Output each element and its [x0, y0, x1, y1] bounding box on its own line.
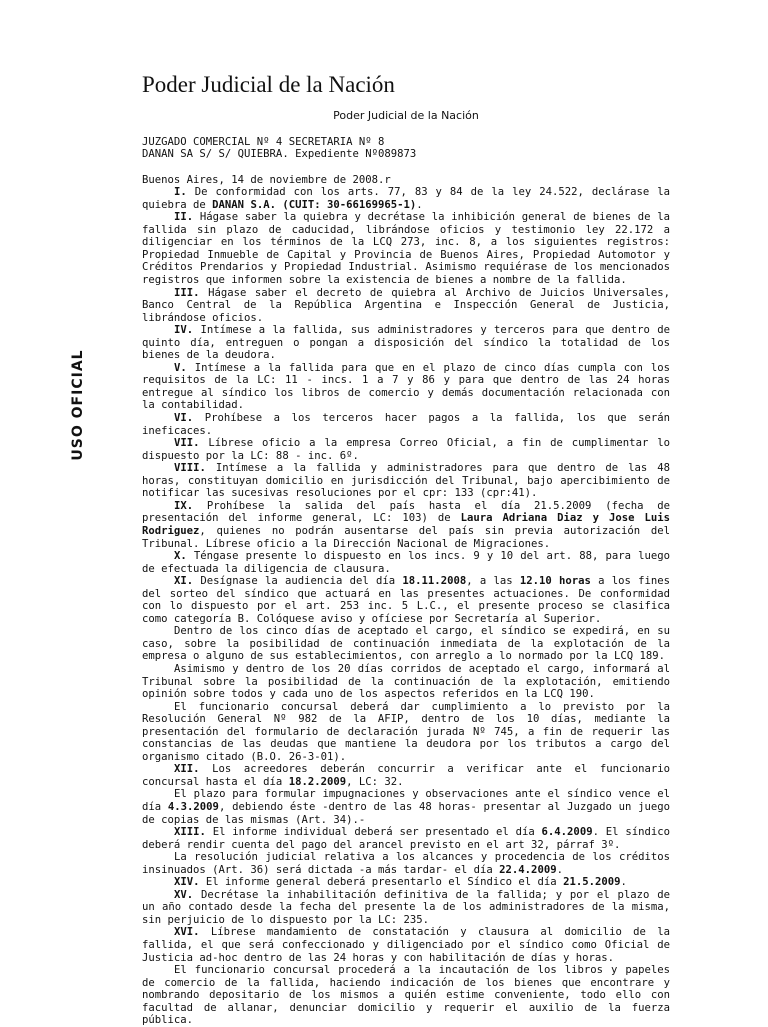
paragraph — [142, 186, 670, 211]
paragraph — [142, 211, 670, 286]
emphasized-text: 22.4.2009 — [499, 863, 557, 876]
paragraph-text: De conformidad con los arts. 77, 83 y 84 de la ley 24.522, declárase la quiebra de — [142, 186, 670, 211]
paragraph — [142, 625, 670, 663]
case-title: DANAN SA S/ S/ QUIEBRA. Expediente Nº089873 — [142, 148, 417, 161]
paragraph-number: II. — [174, 211, 194, 224]
paragraph-number: VI. — [174, 412, 194, 425]
paragraph-number: XI. — [174, 575, 194, 588]
emphasized-text: 18.2.2009 — [288, 775, 347, 788]
paragraph — [142, 412, 670, 437]
paragraph-text: Decrétase la inhabilitación definitiva de la fallida; y por el plazo de un año contado desde la fecha del presente la de los administradores de la misma, sin perjuicio de lo dispuesto por la LC: 235. — [142, 888, 670, 926]
court-block — [142, 136, 670, 161]
paragraph — [142, 701, 670, 764]
paragraph-number: IV. — [174, 324, 194, 337]
paragraph — [142, 964, 670, 1027]
court-name: JUZGADO COMERCIAL Nº 4 SECRETARIA Nº 8 — [142, 135, 385, 148]
paragraph — [142, 500, 670, 550]
paragraph-text: . — [416, 198, 423, 211]
paragraph-text: La resolución judicial relativa a los alcances y procedencia de los créditos insinuados (Art. 36) será dictada -a más tardar- el día — [142, 851, 670, 876]
emphasized-text: 18.11.2008 — [402, 575, 467, 588]
paragraph-text: Prohíbese a los terceros hacer pagos a la fallida, los que serán ineficaces. — [142, 412, 670, 437]
paragraph-text: . — [556, 863, 563, 876]
paragraph-text: Intímese a la fallida, sus administradores y terceros para que dentro de quinto día, entreguen o pongan a disposición del síndico la totalidad de los bienes de la deudora. — [142, 324, 670, 362]
paragraph-text: Líbrese mandamiento de constatación y clausura al domicilio de la fallida, el que será confeccionado y diligenciado por el síndico como Oficial de Justicia ad-hoc dentro de las 24 horas y con habilitación de días y horas. — [142, 926, 670, 964]
paragraph-text: Prohíbese la salida del país hasta el día 21.5.2009 (fecha de presentación del informe general, LC: 103) de — [142, 499, 670, 525]
paragraph-number: XVI. — [174, 926, 200, 939]
paragraph — [142, 926, 670, 964]
paragraph-text: El informe individual deberá ser presentado el día — [205, 826, 542, 839]
paragraph-number: I. — [174, 186, 187, 199]
paragraph-number: V. — [174, 361, 187, 374]
document-body — [142, 110, 670, 1027]
paragraph — [142, 550, 670, 575]
paragraph-text: El funcionario concursal procederá a la incautación de los libros y papeles de comercio de la fallida, haciendo indicación de los bienes que encontrare y nombrando depositario de los mismos a quién estime conveniente, todo ello con facultad de allanar, denunciar domicilio y requerir el auxilio de la fuerza pública. — [142, 964, 670, 1027]
paragraph-text: , debiendo éste -dentro de las 48 horas- presentar al Juzgado un juego de copias de las mismas (Art. 34).- — [142, 800, 670, 826]
paragraph — [142, 362, 670, 412]
paragraph-text: El plazo para formular impugnaciones y observaciones ante el síndico vence el día — [142, 788, 670, 813]
paragraph-number: III. — [174, 286, 200, 299]
paragraph-text: . — [620, 876, 627, 889]
emphasized-text: 6.4.2009 — [541, 826, 593, 839]
paragraph — [142, 763, 670, 788]
paragraph-text: Líbrese oficio a la empresa Correo Oficial, a fin de cumplimentar lo dispuesto por la LC: 88 - inc. 6º. — [142, 437, 670, 462]
paragraph-text: Intímese a la fallida y administradores para que dentro de las 48 horas, constituyan domicilio en jurisdicción del Tribunal, bajo apercibimiento de notificar las sucesivas resoluciones por el cpr: 133 (cpr:41). — [142, 462, 670, 500]
emphasized-text: 21.5.2009 — [563, 876, 621, 889]
paragraph-text: , quienes no podrán ausentarse del país sin previa autorización del Tribunal. Líbrese oficio a la Dirección Nacional de Migraciones. — [142, 524, 670, 550]
paragraph-number: XII. — [174, 763, 200, 776]
paragraph-text: , a las — [466, 575, 520, 588]
paragraph — [142, 437, 670, 462]
paragraph-text: Dentro de los cinco días de aceptado el cargo, el síndico se expedirá, en su caso, sobre la posibilidad de continuación inmediata de la explotación de la empresa o alguno de sus establecimientos, con arreglo a lo normado por la LCQ 189. — [142, 625, 670, 663]
paragraph — [142, 826, 670, 851]
paragraph — [142, 287, 670, 325]
header-subtitle: Poder Judicial de la Nación — [333, 109, 479, 122]
paragraph — [142, 663, 670, 701]
paragraph — [142, 788, 670, 826]
paragraph-number: IX. — [174, 499, 194, 512]
paragraph-text: Intímese a la fallida para que en el plazo de cinco días cumpla con los requisitos de la LC: 11 - incs. 1 a 7 y 86 y para que dentro de las 24 horas entregue al síndico los libros de comercio y demás documentación relacionada con la contabilidad. — [142, 361, 670, 412]
paragraph — [142, 575, 670, 625]
paragraph-number: XIV. — [174, 876, 200, 889]
paragraph-text: El informe general deberá presentarlo el Síndico el día — [199, 876, 564, 889]
paragraph-text: Desígnase la audiencia del día — [193, 575, 403, 588]
paragraph-text: Hágase saber la quiebra y decrétase la inhibición general de bienes de la fallida sin plazo de caducidad, librándose oficios y testimonio ley 22.172 a diligenciar en los términos de la LCQ 273, inc. 8, a los siguientes registros: Propiedad Inmueble de Capital y Provincia de Buenos Aires, Propiedad Automotor y Créditos Prendarios y Propiedad Industrial. Asimismo requiérase de los mencionados registros que informen sobre la existencia de bienes a nombre de la fallida. — [142, 211, 670, 287]
paragraph-text: Hágase saber el decreto de quiebra al Archivo de Juicios Universales, Banco Central de la República Argentina e Inspección General de Justicia, librándose oficios. — [142, 286, 670, 324]
paragraph-text: a los fines del sorteo del síndico que actuará en las presentes actuaciones. De conformidad con lo dispuesto por el art. 253 inc. 5 L.C., el presente proceso se clasifica como categoría B. Colóquese aviso y ofíciese por Secretaría al Superior. — [142, 575, 670, 625]
paragraph-number: XIII. — [174, 826, 206, 839]
paragraph-number: XV. — [174, 888, 194, 901]
page-title: Poder Judicial de la Nación — [142, 72, 395, 97]
emphasized-text: 12.10 horas — [519, 575, 591, 588]
paragraph-text: Asimismo y dentro de los 20 días corridos de aceptado el cargo, informará al Tribunal sobre la posibilidad de la continuación de la explotación, emitiendo opinión sobre todos y cada uno de los aspectos referidos en la LCQ 190. — [142, 662, 670, 701]
resolution-paragraphs — [142, 186, 670, 1027]
paragraph-text: , LC: 32. — [346, 775, 404, 788]
paragraph — [142, 851, 670, 876]
paragraph-number: VIII. — [174, 462, 206, 475]
paragraph-text: Los acreedores deberán concurrir a verificar ante el funcionario concursal hasta el día — [142, 763, 670, 788]
emphasized-text: DANAN S.A. (CUIT: 30-66169965-1) — [212, 198, 417, 211]
paragraph-text: . El síndico deberá rendir cuenta del pago del arancel previsto en el art 32, párraf 3º. — [142, 826, 671, 851]
side-label-uso-oficial: USO OFICIAL — [70, 349, 86, 461]
emphasized-text: 4.3.2009 — [167, 800, 219, 813]
paragraph-number: X. — [174, 550, 187, 563]
paragraph-text: Téngase presente lo dispuesto en los incs. 9 y 10 del art. 88, para luego de efectuada la diligencia de clausura. — [142, 550, 670, 575]
paragraph — [142, 876, 670, 889]
document-date: Buenos Aires, 14 de noviembre de 2008.r — [142, 173, 391, 186]
paragraph-text: El funcionario concursal deberá dar cumplimiento a lo previsto por la Resolución General Nº 982 de la AFIP, dentro de los 10 días, mediante la presentación del formulario de declaración jurada Nº 745, a fin de requerir las constancias de las deudas que mantiene la deudora por los tributos a cargo del organismo citado (B.O. 26-3-01). — [142, 700, 670, 763]
paragraph — [142, 889, 670, 927]
paragraph — [142, 462, 670, 500]
paragraph — [142, 324, 670, 362]
emphasized-text: Laura Adriana Diaz y Jose Luis Rodriguez — [142, 512, 671, 537]
paragraph-number: VII. — [174, 437, 200, 450]
